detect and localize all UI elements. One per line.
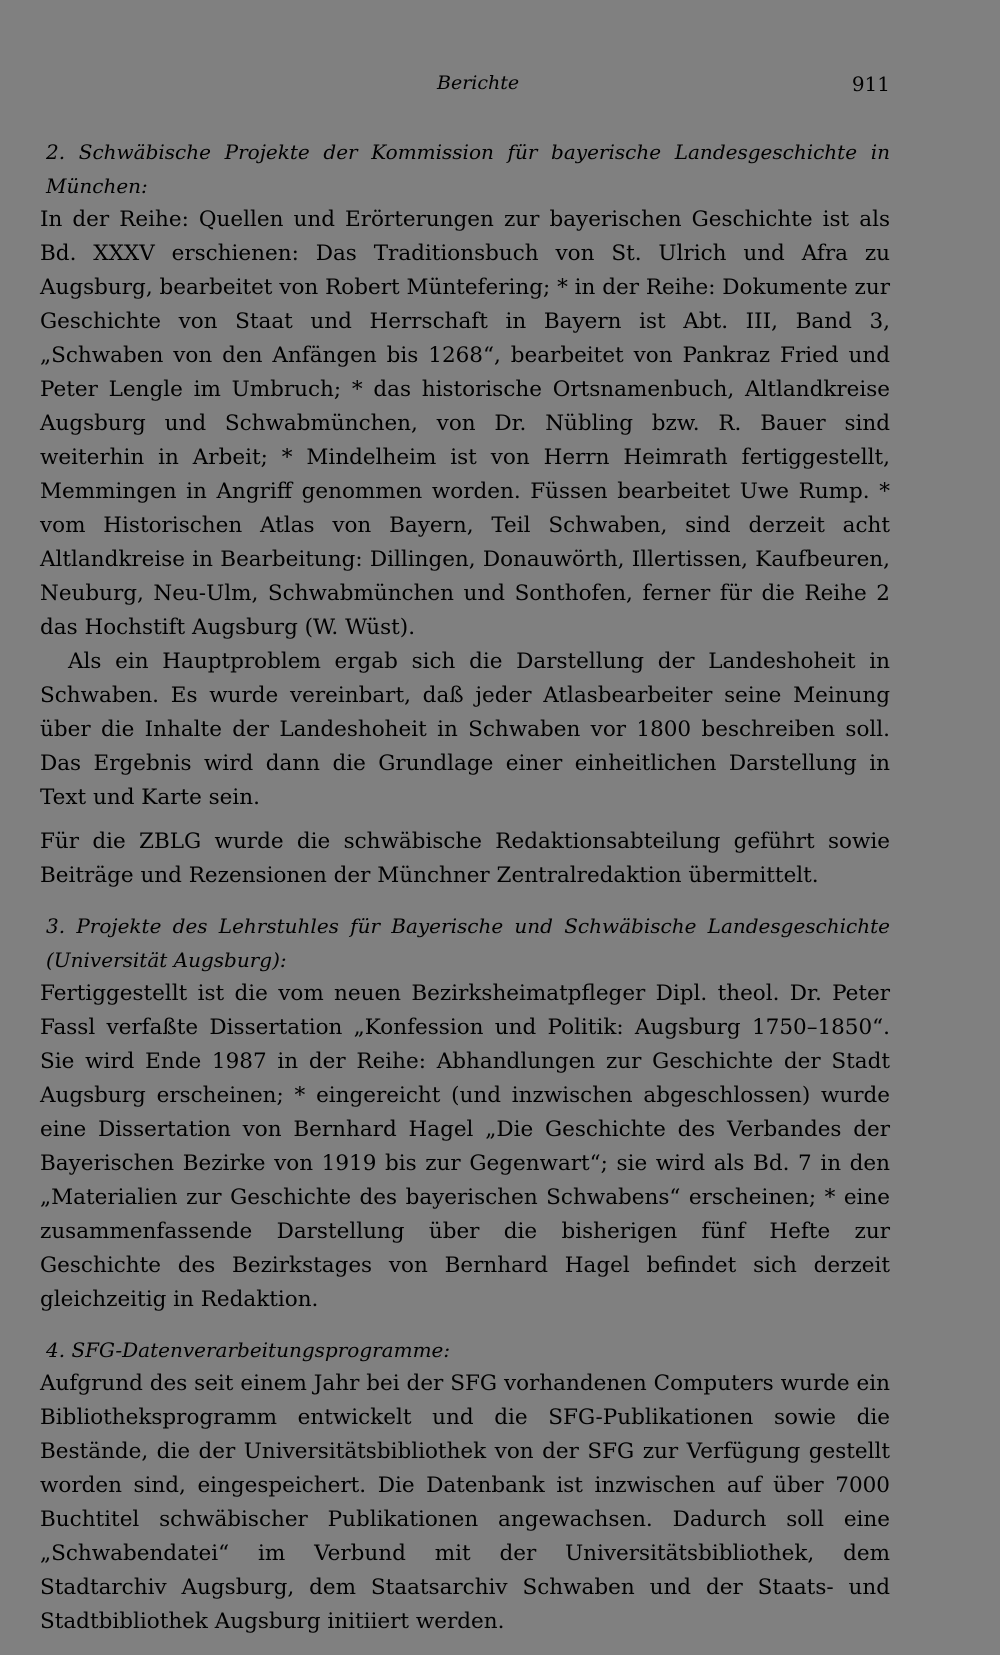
section-lehrstuhl-projects (40, 909, 890, 1317)
paragraph: Fertiggestellt ist die vom neuen Bezirksheimatpfleger Dipl. theol. Dr. Peter Fassl verfaßte Dissertation „Konfession und Politik: Augsburg 1750–1850“. Sie wird Ende 1987 in der Reihe: Abhandlungen zur Geschichte der Stadt Augsburg erscheinen; * eingereicht (und inzwischen abgeschlossen) wurde eine Dissertation von Bernhard Hagel „Die Geschichte des Verbandes der Bayerischen Bezirke von 1919 bis zur Gegenwart“; sie wird als Bd. 7 in den „Materialien zur Geschichte des bayerischen Schwabens“ erscheinen; * eine zusammenfassende Darstellung über die bisherigen fünf Hefte zur Geschichte des Bezirkstages von Bernhard Hagel befindet sich derzeit gleichzeitig in Redaktion. (40, 981, 890, 1312)
page-content (40, 135, 890, 1655)
paragraph: Als ein Hauptproblem ergab sich die Darstellung der Landeshoheit in Schwaben. Es wurde vereinbart, daß jeder Atlasbearbeiter seine Meinung über die Inhalte der Landeshoheit in Schwaben vor 1800 beschreiben soll. Das Ergebnis wird dann die Grundlage einer einheitlichen Darstellung in Text und Karte sein. (40, 649, 890, 810)
paragraph: Aufgrund des seit einem Jahr bei der SFG vorhandenen Computers wurde ein Bibliotheksprogramm entwickelt und die SFG-Publikationen sowie die Bestände, die der Universitätsbibliothek von der SFG zur Verfügung gestellt worden sind, eingespeichert. Die Datenbank ist inzwischen auf über 7000 Buchtitel schwäbischer Publikationen angewachsen. Dadurch soll eine „Schwabendatei“ im Verbund mit der Universitätsbibliothek, dem Stadtarchiv Augsburg, dem Staatsarchiv Schwaben und der Staats- und Stadtbibliothek Augsburg initiiert werden. (40, 1371, 890, 1634)
section-heading: 3. Projekte des Lehrstuhles für Bayerische und Schwäbische Landesgeschichte (Universität Augsburg): (46, 914, 890, 972)
section-kommission-projects (40, 135, 890, 893)
paragraph: In der Reihe: Quellen und Erörterungen zur bayerischen Geschichte ist als Bd. XXXV erschienen: Das Traditionsbuch von St. Ulrich und Afra zu Augsburg, bearbeitet von Robert Müntefering; * in der Reihe: Dokumente zur Geschichte von Staat und Herrschaft in Bayern ist Abt. III, Band 3, „Schwaben von den Anfängen bis 1268“, bearbeitet von Pankraz Fried und Peter Lengle im Umbruch; * das historische Ortsnamenbuch, Altlandkreise Augsburg und Schwabmünchen, von Dr. Nübling bzw. R. Bauer sind weiterhin in Arbeit; * Mindelheim ist von Herrn Heimrath fertiggestellt, Memmingen in Angriff genommen worden. Füssen bearbeitet Uwe Rump. * vom Historischen Atlas von Bayern, Teil Schwaben, sind derzeit acht Altlandkreise in Bearbeitung: Dillingen, Donauwörth, Illertissen, Kaufbeuren, Neuburg, Neu-Ulm, Schwabmünchen und Sonthofen, ferner für die Reihe 2 das Hochstift Augsburg (W. Wüst). (40, 207, 890, 640)
page-number: 911 (851, 72, 890, 96)
running-title: Berichte (437, 72, 520, 94)
paragraph: Für die ZBLG wurde die schwäbische Redaktionsabteilung geführt sowie Beiträge und Rezensionen der Münchner Zentralredaktion übermittelt. (40, 829, 890, 888)
section-sfg-programs (40, 1333, 890, 1639)
section-heading: 2. Schwäbische Projekte der Kommission für bayerische Landesgeschichte in München: (46, 140, 890, 198)
section-heading: 4. SFG-Datenverarbeitungsprogramme: (46, 1338, 451, 1362)
